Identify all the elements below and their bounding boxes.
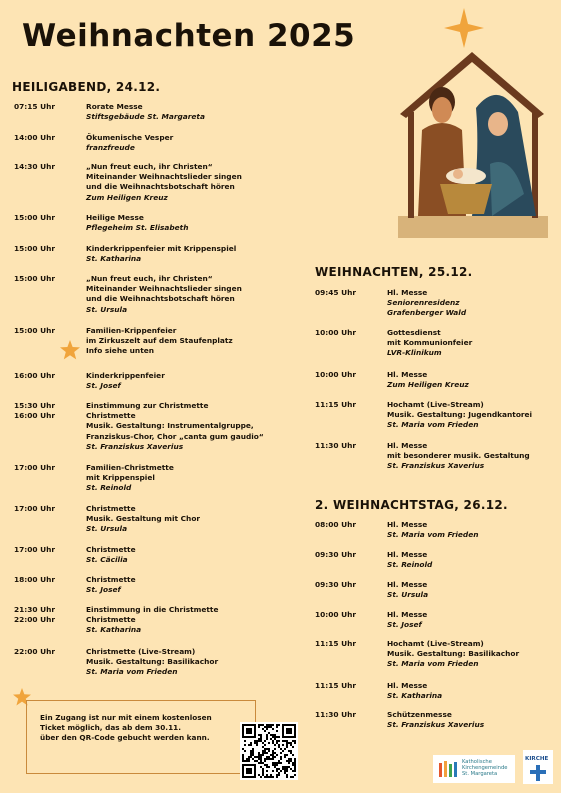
- entry-time: 21:30 Uhr 22:00 Uhr: [14, 605, 56, 625]
- kirche-label: KIRCHE: [525, 756, 549, 762]
- entry-location: St. Maria vom Frieden: [86, 667, 178, 677]
- entry-time: 17:00 Uhr: [14, 504, 56, 513]
- entry-description: [387, 328, 472, 359]
- entry-text: Musik. Gestaltung: Basilikachor: [86, 657, 219, 667]
- entry-text: Musik. Gestaltung: Basilikachor: [387, 649, 520, 659]
- entry-text: Hl. Messe: [387, 370, 428, 379]
- entry-time: 15:00 Uhr: [14, 244, 56, 253]
- entry-location: St. Franziskus Xaverius: [387, 720, 485, 730]
- entry-location: St. Franziskus Xaverius: [86, 441, 184, 451]
- entry-location: LVR-Klinikum: [387, 348, 442, 358]
- entry-description: [86, 504, 200, 535]
- entry-description: [387, 710, 484, 730]
- entry-time: 08:00 Uhr: [315, 520, 357, 529]
- entry-description: [387, 400, 532, 431]
- notice-line: Ein Zugang ist nur mit einem kostenlosen: [40, 713, 212, 722]
- entry-time: 17:00 Uhr: [14, 463, 56, 472]
- entry-text: und die Weihnachtsbotschaft hören: [86, 294, 235, 304]
- parish-name-line: Kirchengemeinde: [462, 765, 508, 772]
- kirche-logo: [523, 750, 553, 784]
- entry-time: 11:15 Uhr: [315, 400, 357, 409]
- entry-description: [387, 550, 432, 570]
- entry-description: [387, 520, 478, 540]
- entry-location: Seniorenresidenz: [387, 298, 460, 308]
- page-title: Weihnachten 2025: [22, 18, 356, 54]
- entry-description: [387, 441, 530, 472]
- entry-text: Einstimmung in die Christmette: [86, 605, 219, 614]
- entry-location: Zum Heiligen Kreuz: [387, 380, 469, 390]
- star-icon: [60, 340, 80, 360]
- entry-time: 11:15 Uhr: [315, 639, 357, 648]
- entry-time: 15:00 Uhr: [14, 274, 56, 283]
- entry-description: [86, 102, 205, 122]
- entry-text: Christmette: [86, 575, 136, 584]
- entry-text: Hl. Messe: [387, 550, 428, 559]
- entry-text: und die Weihnachtsbotschaft hören: [86, 182, 235, 192]
- entry-time: 11:15 Uhr: [315, 681, 357, 690]
- entry-description: [387, 639, 519, 670]
- entry-location: St. Katharina: [387, 691, 443, 701]
- weihnachtstag2-heading: 2. WEIHNACHTSTAG, 26.12.: [315, 498, 508, 512]
- entry-description: [387, 681, 442, 701]
- entry-text: „Nun freut euch, ihr Christen“: [86, 162, 213, 171]
- entry-description: [86, 274, 242, 315]
- entry-description: [86, 162, 242, 203]
- entry-text: Heilige Messe: [86, 213, 144, 222]
- parish-logo: [433, 755, 515, 783]
- entry-text: Familien-Krippenfeier: [86, 326, 177, 335]
- entry-text: im Zirkuszelt auf dem Staufenplatz: [86, 336, 233, 346]
- entry-text: Miteinander Weihnachtslieder singen: [86, 172, 242, 182]
- entry-text: Franziskus-Chor, Chor „canta gum gaudio“: [86, 431, 264, 441]
- entry-location: St. Ursula: [387, 590, 429, 600]
- entry-text: Musik. Gestaltung mit Chor: [86, 514, 201, 524]
- entry-text: Ökumenische Vesper: [86, 133, 174, 142]
- notice-line: Ticket möglich, das ab dem 30.11.: [40, 723, 181, 732]
- entry-text: „Nun freut euch, ihr Christen“: [86, 274, 213, 283]
- entry-text: Gottesdienst: [387, 328, 441, 337]
- entry-time: 18:00 Uhr: [14, 575, 56, 584]
- entry-location: St. Josef: [86, 381, 121, 391]
- entry-text: Musik. Gestaltung: Jugendkantorei: [387, 410, 533, 420]
- entry-text: Kinderkrippenfeier mit Krippenspiel: [86, 244, 237, 253]
- entry-text: Christmette: [86, 411, 136, 421]
- entry-location: Pflegeheim St. Elisabeth: [86, 223, 189, 233]
- entry-location: Stiftsgebäude St. Margareta: [86, 112, 205, 122]
- entry-location: St. Katharina: [86, 625, 142, 635]
- entry-description: [86, 213, 188, 233]
- entry-description: [86, 545, 136, 565]
- entry-text: Hl. Messe: [387, 681, 428, 690]
- entry-description: [387, 288, 466, 319]
- entry-time: 10:00 Uhr: [315, 610, 357, 619]
- entry-time: 09:30 Uhr: [315, 550, 357, 559]
- entry-text: Hochamt (Live-Stream): [387, 400, 484, 409]
- entry-location: St. Ursula: [86, 304, 128, 314]
- entry-description: [86, 371, 165, 391]
- entry-text: Einstimmung zur Christmette: [86, 401, 209, 410]
- entry-location: St. Cäcilia: [86, 555, 128, 565]
- weihnachten-heading: WEIHNACHTEN, 25.12.: [315, 265, 473, 279]
- entry-time: 11:30 Uhr: [315, 441, 357, 450]
- entry-location: St. Reinold: [387, 560, 433, 570]
- entry-time: 17:00 Uhr: [14, 545, 56, 554]
- entry-text: mit besonderer musik. Gestaltung: [387, 451, 530, 461]
- entry-description: [387, 610, 427, 630]
- entry-time: 10:00 Uhr: [315, 328, 357, 337]
- entry-text: mit Kommunionfeier: [387, 338, 473, 348]
- entry-text: Christmette: [86, 545, 136, 554]
- cross-icon: [530, 765, 546, 781]
- entry-time: 14:30 Uhr: [14, 162, 56, 171]
- entry-time: 07:15 Uhr: [14, 102, 56, 111]
- entry-description: [86, 647, 218, 678]
- entry-description: [86, 575, 136, 595]
- entry-location: St. Maria vom Frieden: [387, 420, 479, 430]
- entry-location: franzfreude: [86, 143, 135, 153]
- entry-time: 15:30 Uhr 16:00 Uhr: [14, 401, 56, 421]
- notice-line: über den QR-Code gebucht werden kann.: [40, 733, 210, 742]
- entry-text: Hl. Messe: [387, 288, 428, 297]
- entry-text: Info siehe unten: [86, 346, 154, 356]
- entry-location: St. Katharina: [86, 254, 142, 264]
- entry-location: St. Ursula: [86, 524, 128, 534]
- nativity-illustration: [392, 4, 552, 240]
- entry-location: St. Reinold: [86, 483, 132, 493]
- entry-time: 16:00 Uhr: [14, 371, 56, 380]
- entry-description: [86, 605, 218, 636]
- qr-code[interactable]: [240, 722, 298, 780]
- entry-description: [86, 463, 174, 494]
- parish-logo-icon: [437, 759, 459, 779]
- entry-text: Hl. Messe: [387, 520, 428, 529]
- parish-name-line: St. Margareta: [462, 771, 498, 778]
- entry-text: Christmette: [86, 615, 136, 625]
- entry-text: Hl. Messe: [387, 580, 428, 589]
- entry-description: [86, 401, 264, 452]
- entry-text: Rorate Messe: [86, 102, 143, 111]
- entry-location: St. Maria vom Frieden: [387, 530, 479, 540]
- entry-text: Miteinander Weihnachtslieder singen: [86, 284, 242, 294]
- entry-description: [86, 133, 173, 153]
- entry-time: 09:45 Uhr: [315, 288, 357, 297]
- entry-time: 09:30 Uhr: [315, 580, 357, 589]
- entry-text: Familien-Christmette: [86, 463, 174, 472]
- entry-text: Christmette (Live-Stream): [86, 647, 196, 656]
- entry-text: Hl. Messe: [387, 441, 428, 450]
- entry-time: 15:00 Uhr: [14, 326, 56, 335]
- entry-description: [86, 244, 236, 264]
- entry-time: 11:30 Uhr: [315, 710, 357, 719]
- entry-text: Christmette: [86, 504, 136, 513]
- ticket-notice: [26, 700, 256, 774]
- entry-text: Hl. Messe: [387, 610, 428, 619]
- entry-text: Hochamt (Live-Stream): [387, 639, 484, 648]
- entry-location: St. Franziskus Xaverius: [387, 461, 485, 471]
- entry-time: 22:00 Uhr: [14, 647, 56, 656]
- entry-time: 15:00 Uhr: [14, 213, 56, 222]
- entry-location: St. Josef: [86, 585, 121, 595]
- entry-time: 10:00 Uhr: [315, 370, 357, 379]
- entry-description: [86, 326, 233, 357]
- entry-text: Schützenmesse: [387, 710, 452, 719]
- entry-time: 14:00 Uhr: [14, 133, 56, 142]
- entry-text: Kinderkrippenfeier: [86, 371, 165, 380]
- entry-location: Zum Heiligen Kreuz: [86, 192, 168, 202]
- entry-description: [387, 580, 428, 600]
- heiligabend-heading: HEILIGABEND, 24.12.: [12, 80, 161, 94]
- entry-location: St. Josef: [387, 620, 422, 630]
- parish-name-line: Katholische: [462, 759, 492, 765]
- entry-text: Musik. Gestaltung: Instrumentalgruppe,: [86, 421, 254, 431]
- entry-description: [387, 370, 469, 390]
- entry-text: mit Krippenspiel: [86, 473, 155, 483]
- entry-location: Grafenberger Wald: [387, 308, 467, 318]
- entry-location: St. Maria vom Frieden: [387, 659, 479, 669]
